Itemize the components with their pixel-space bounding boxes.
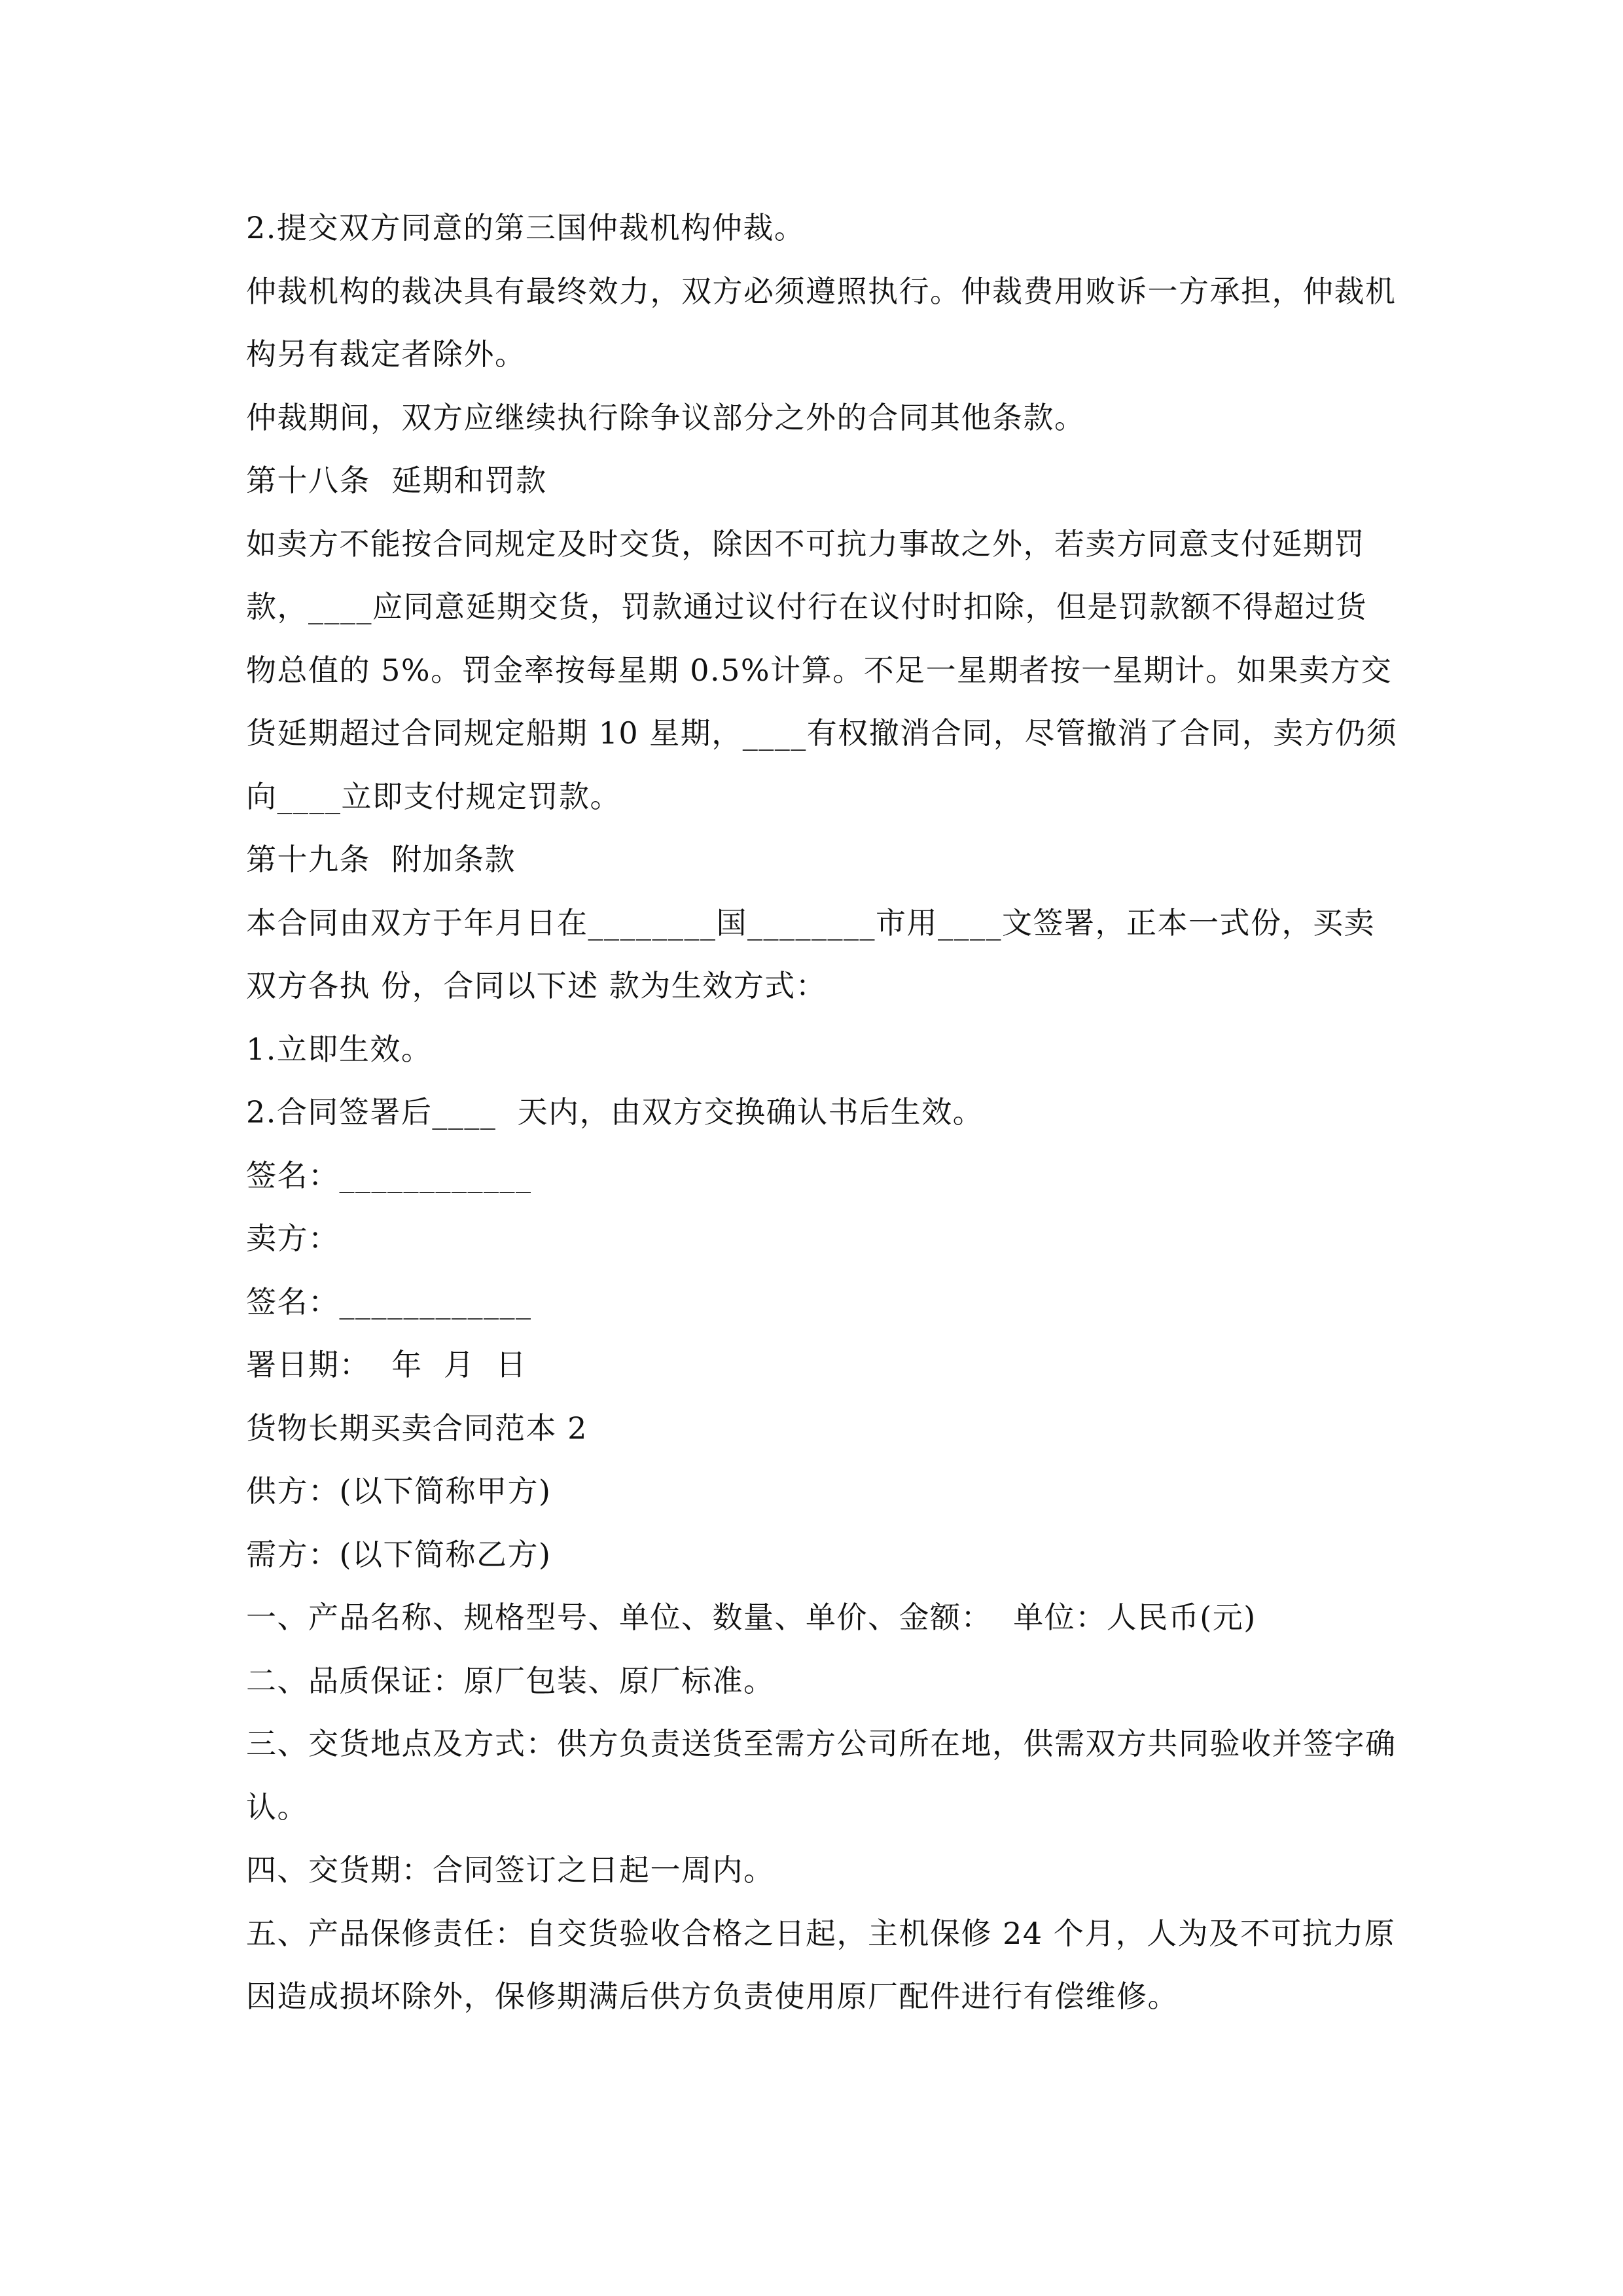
clause-arbitration-period: 仲裁期间，双方应继续执行除争议部分之外的合同其他条款。	[246, 399, 1086, 435]
buyer-label: 需方：(以下简称乙方)	[246, 1536, 552, 1572]
seller-label: 卖方：	[246, 1221, 340, 1256]
section-5-warranty: 五、产品保修责任：自交货验收合格之日起，主机保修 24 个月，人为及不可抗力原因造成损坏除外，保修期满后供方负责使用原厂配件进行有偿维修。	[246, 1915, 1396, 2014]
article-18-heading: 第十八条 延期和罚款	[246, 463, 547, 498]
effect-option-2: 2.合同签署后____ 天内，由双方交换确认书后生效。	[246, 1094, 984, 1130]
section-2-quality: 二、品质保证：原厂包装、原厂标准。	[246, 1662, 775, 1698]
supplier-label: 供方：(以下简称甲方)	[246, 1473, 552, 1509]
document-body	[246, 196, 1398, 2028]
article-19-heading: 第十九条 附加条款	[246, 842, 516, 877]
section-1-product: 一、产品名称、规格型号、单位、数量、单价、金额： 单位：人民币(元)	[246, 1600, 1257, 1635]
clause-arbitration-third-country: 2.提交双方同意的第三国仲裁机构仲裁。	[246, 210, 806, 245]
section-3-delivery-place: 三、交货地点及方式：供方负责送货至需方公司所在地，供需双方共同验收并签字确认。	[246, 1726, 1397, 1825]
article-19-body: 本合同由双方于年月日在________国________市用____文签署，正本一式份，买卖双方各执 份，合同以下述 款为生效方式：	[246, 905, 1375, 1003]
signing-date: 署日期： 年 月 日	[246, 1347, 527, 1382]
section-4-delivery-period: 四、交货期：合同签订之日起一周内。	[246, 1852, 775, 1888]
signature-line-1: 签名：____________	[246, 1157, 532, 1193]
effect-option-1: 1.立即生效。	[246, 1031, 433, 1067]
contract-2-title: 货物长期买卖合同范本 2	[246, 1410, 588, 1446]
article-18-body: 如卖方不能按合同规定及时交货，除因不可抗力事故之外，若卖方同意支付延期罚款，____应同意延期交货，罚款通过议付行在议付时扣除，但是罚款额不得超过货物总值的 5%。罚金率按每星期 0.5%计算。不足一星期者按一星期计。如果卖方交货延期超过合同规定船期 10 星期，____有权撤消合同，尽管撤消了合同，卖方仍须向____立即支付规定罚款。	[246, 526, 1398, 814]
signature-line-2: 签名：____________	[246, 1283, 532, 1319]
clause-arbitration-final: 仲裁机构的裁决具有最终效力，双方必须遵照执行。仲裁费用败诉一方承担，仲裁机构另有裁定者除外。	[246, 273, 1397, 372]
